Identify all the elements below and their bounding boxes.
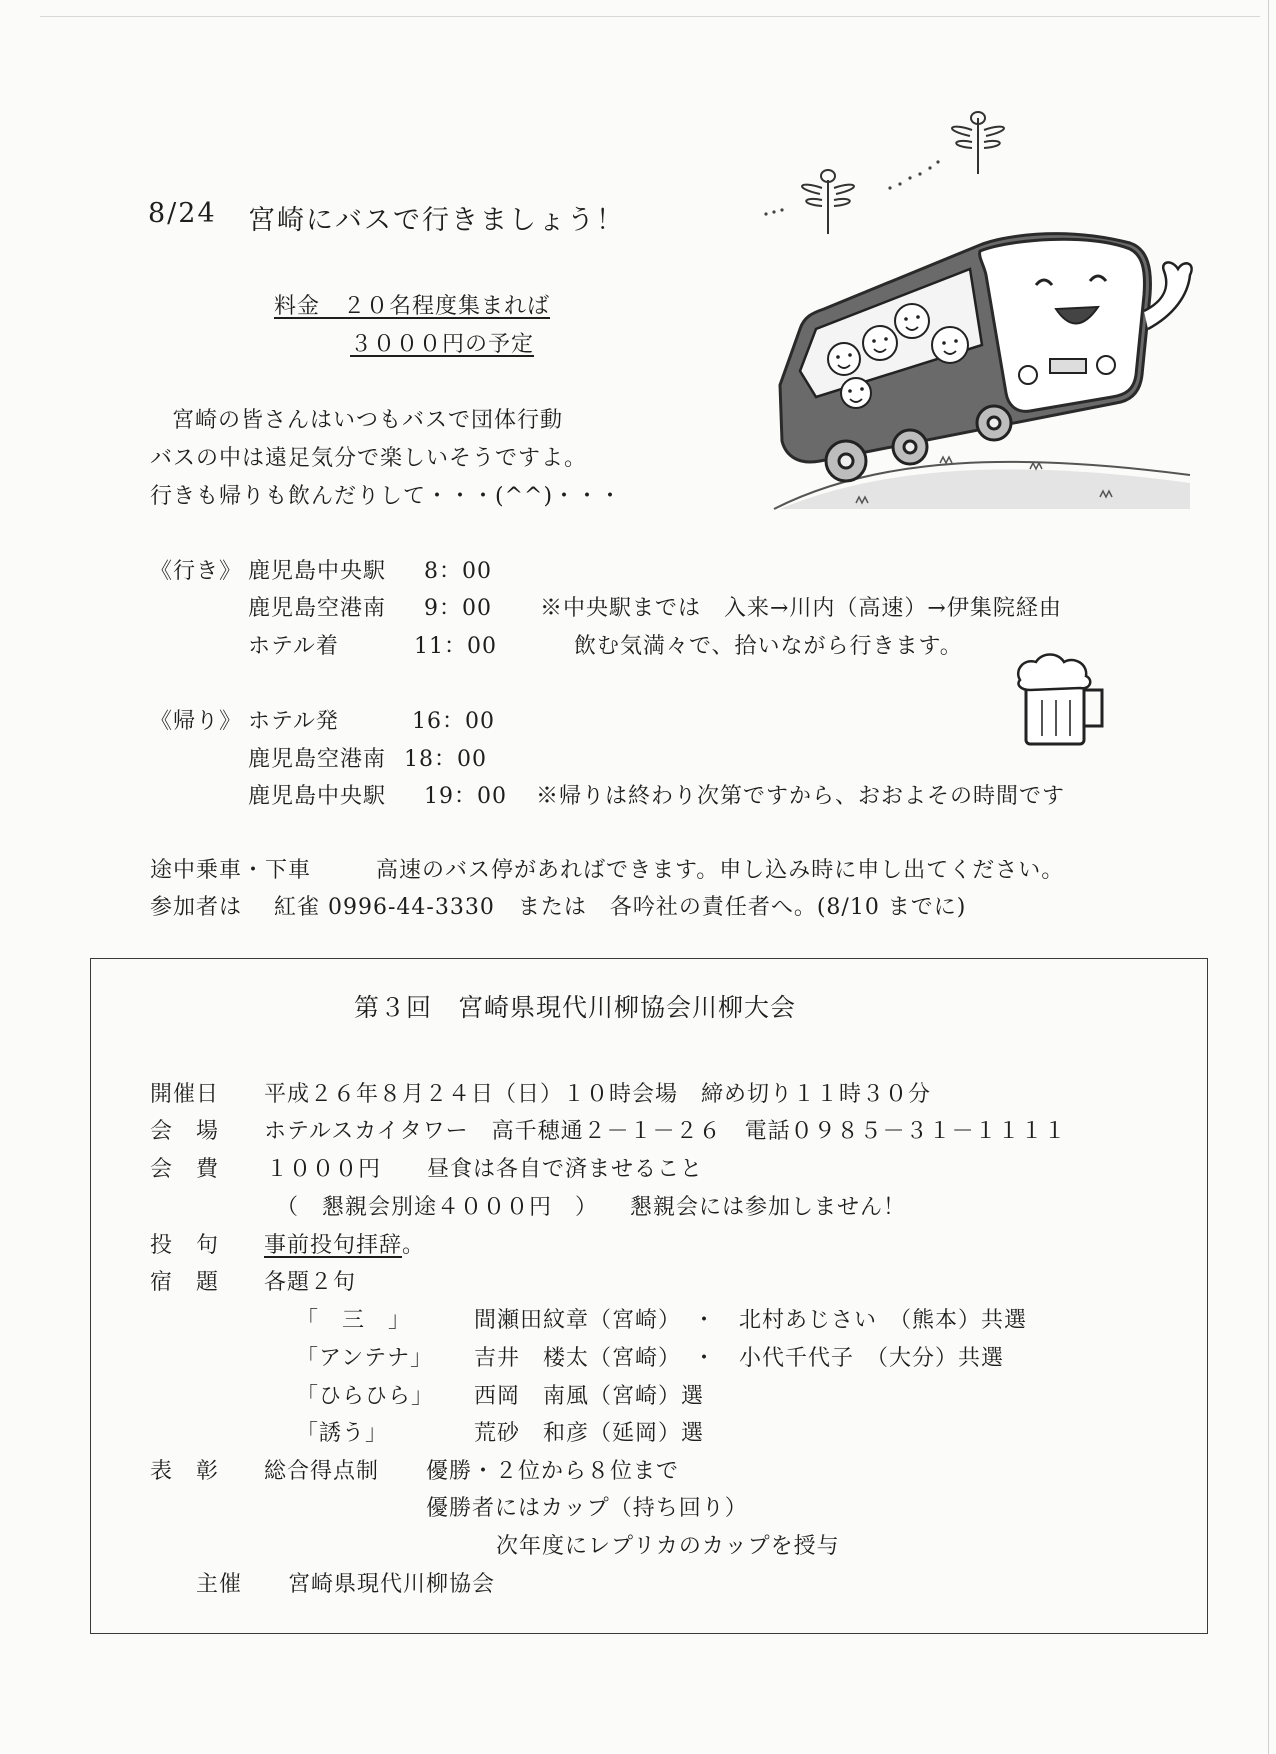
event-venue-label: 会 場 [150, 1119, 220, 1144]
host-value: 宮崎県現代川柳協会 [288, 1572, 496, 1597]
event-title: 第３回 宮崎県現代川柳協会川柳大会 [354, 993, 797, 1022]
outbound-stop-3-time: 11：00 [414, 634, 497, 659]
event-box [90, 958, 1208, 1634]
event-fee-sub-2: 懇親会には参加しません！ [630, 1195, 907, 1220]
topic-2-judge: 吉井 楼太（宮崎） ・ 小代千代子 （大分）共選 [474, 1346, 1005, 1371]
return-stop-3-place: 鹿児島中央駅 [248, 784, 387, 809]
fee-line-1: 料金 ２０名程度集まれば [274, 294, 551, 319]
award-system: 総合得点制 [264, 1459, 380, 1484]
midway-label: 途中乗車・下車 [150, 858, 312, 883]
midway-text: 高速のバス停があればできます。申し込み時に申し出てください。 [376, 858, 1065, 883]
event-post-value-line [264, 1235, 425, 1257]
event-post-suffix: 。 [402, 1233, 426, 1258]
event-topics-label: 宿 題 [150, 1270, 220, 1295]
page-title: 宮崎にバスで行きましょう！ [248, 205, 625, 236]
event-date-value: 平成２６年８月２４日（日）１０時会場 締め切り１１時３０分 [264, 1082, 932, 1107]
outbound-label: 《行き》 [150, 559, 243, 584]
event-post-label: 投 句 [150, 1233, 220, 1258]
return-stop-2-time: 18：00 [404, 747, 487, 772]
event-post-value: 事前投句拝辞 [264, 1233, 403, 1258]
topic-3-judge: 西岡 南風（宮崎）選 [474, 1384, 705, 1409]
contact-label: 参加者は [150, 895, 243, 920]
award-label: 表 彰 [150, 1459, 220, 1484]
beer-mug-icon [1010, 650, 1110, 750]
topic-4-judge: 荒砂 和彦（延岡）選 [474, 1421, 705, 1446]
event-fee-sub-1: （ 懇親会別途４０００円 ） [276, 1195, 599, 1220]
scan-edge [40, 16, 1260, 17]
outbound-note-2: 飲む気満々で、拾いながら行きます。 [574, 634, 963, 659]
event-date-label: 開催日 [150, 1082, 220, 1107]
return-note: ※帰りは終わり次第ですから、おおよその時間です [536, 784, 1066, 809]
topic-4-theme: 「誘う」 [296, 1421, 389, 1446]
outbound-note-1: ※中央駅までは 入来→川内（高速）→伊集院経由 [540, 596, 1062, 621]
topic-1-judge: 間瀬田紋章（宮崎） ・ 北村あじさい （熊本）共選 [474, 1308, 1028, 1333]
return-stop-3-time: 19：00 [424, 784, 507, 809]
award-line-1: 優勝・２位から８位まで [426, 1459, 680, 1484]
event-venue-value: ホテルスカイタワー 高千穂通２－１－２６ 電話０９８５－３１－１１１１ [264, 1119, 1067, 1144]
award-line-2: 優勝者にはカップ（持ち回り） [426, 1496, 748, 1521]
intro-line-3: 行きも帰りも飲んだりして・・・(^^)・・・ [150, 484, 623, 509]
contact-text: 紅雀 0996-44-3330 または 各吟社の責任者へ。(8/10 までに) [274, 895, 967, 920]
outbound-stop-3-place: ホテル着 [248, 634, 339, 659]
return-label: 《帰り》 [150, 709, 243, 734]
intro-line-2: バスの中は遠足気分で楽しいそうですよ。 [150, 446, 588, 471]
outbound-stop-1-time: 8：00 [424, 559, 492, 584]
page-date: 8/24 [148, 198, 217, 229]
return-stop-2-place: 鹿児島空港南 [248, 747, 387, 772]
intro-line-1: 宮崎の皆さんはいつもバスで団体行動 [172, 408, 564, 433]
topic-1-theme: 「 三 」 [296, 1308, 412, 1333]
bus-icon [760, 225, 1200, 515]
scan-edge-right [1268, 0, 1269, 1754]
event-topics-value: 各題２句 [264, 1270, 357, 1295]
fee-line-2: ３０００円の予定 [350, 332, 535, 357]
outbound-stop-2-time: 9：00 [424, 596, 492, 621]
dragonfly-icon [760, 110, 1020, 240]
award-line-3: 次年度にレプリカのカップを授与 [496, 1534, 840, 1559]
return-stop-1-time: 16：00 [412, 709, 495, 734]
host-label: 主催 [196, 1572, 243, 1597]
event-fee-label: 会 費 [150, 1157, 220, 1182]
return-stop-1-place: ホテル発 [248, 709, 339, 734]
topic-2-theme: 「アンテナ」 [296, 1346, 434, 1371]
topic-3-theme: 「ひらひら」 [296, 1384, 435, 1409]
event-fee-value: １０００円 昼食は各自で済ませること [266, 1157, 704, 1182]
outbound-stop-2-place: 鹿児島空港南 [248, 596, 387, 621]
outbound-stop-1-place: 鹿児島中央駅 [248, 559, 387, 584]
